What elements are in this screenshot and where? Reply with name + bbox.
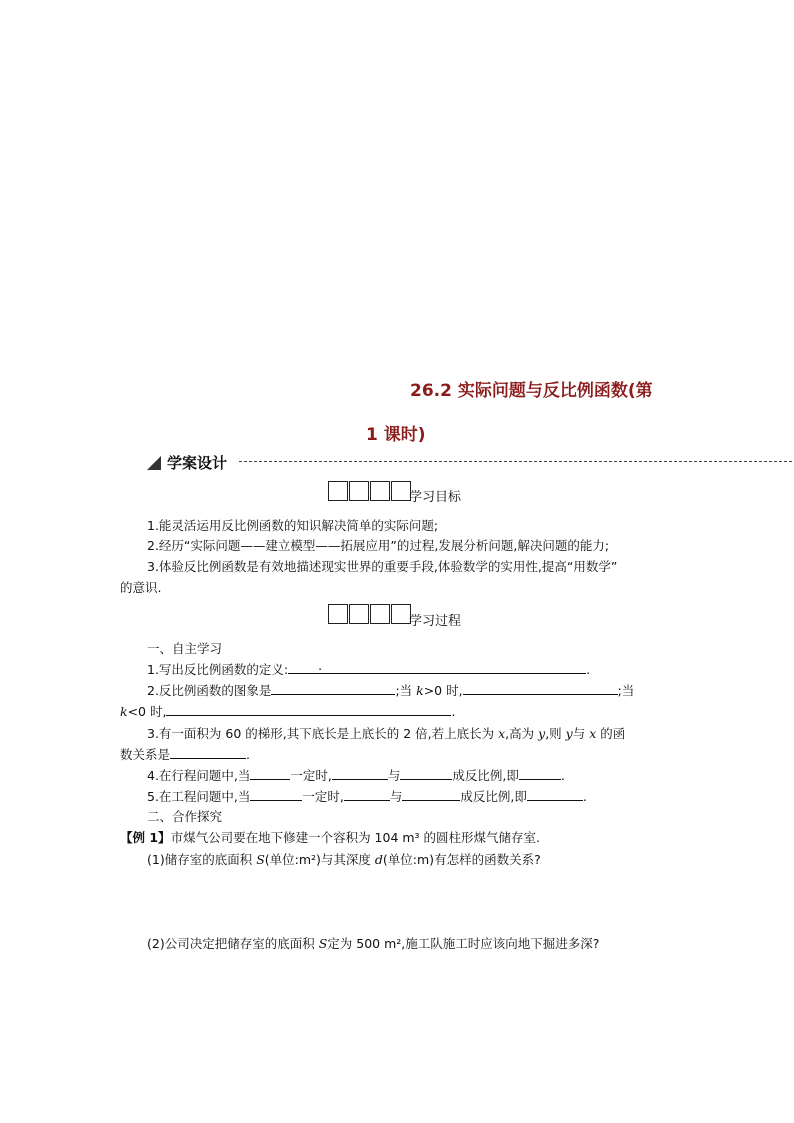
q2-blank-3[interactable] — [166, 702, 451, 716]
heading-box — [349, 481, 369, 501]
q1-text: 1.写出反比例函数的定义: — [147, 662, 289, 677]
q4-b: 一定时, — [290, 768, 332, 783]
triangle-icon — [147, 456, 161, 470]
question-2-cont — [120, 702, 455, 720]
q4-blank-2[interactable] — [332, 766, 388, 780]
p1-b: (单位:m²)与其深度 — [264, 852, 375, 867]
process-heading: 学习过程 — [409, 614, 462, 629]
q3-b: ,高为 — [505, 726, 539, 741]
question-2 — [147, 681, 634, 699]
heading-box — [349, 604, 369, 624]
goals-heading: 学习目标 — [409, 490, 462, 505]
question-1 — [147, 660, 590, 678]
heading-box — [370, 481, 390, 501]
q4-c: 与 — [387, 768, 401, 783]
q3-c: ,则 — [545, 726, 566, 741]
q2-c: >0 时, — [423, 683, 463, 698]
q2-b: ;当 — [395, 683, 417, 698]
q3-blank[interactable] — [170, 745, 246, 759]
q5-blank-4[interactable] — [527, 787, 583, 801]
goal-item-3-cont: 的意识. — [120, 580, 162, 595]
question-5 — [147, 787, 587, 805]
q2-blank-2[interactable] — [463, 681, 618, 695]
q3-x2: x — [589, 726, 597, 741]
question-3-cont — [120, 745, 250, 763]
q2-f: <0 时, — [127, 704, 167, 719]
self-study-heading: 一、自主学习 — [147, 641, 223, 656]
q3-x: x — [498, 726, 506, 741]
q5-blank-2[interactable] — [344, 787, 390, 801]
q1-end: . — [586, 662, 591, 677]
example-part-1 — [147, 850, 541, 868]
goal-item-1: 1.能灵活运用反比例函数的知识解决简单的实际问题; — [147, 518, 439, 533]
page-title-line2: 1 课时) — [366, 425, 426, 445]
dotted-divider — [239, 461, 792, 462]
p2-S: S — [318, 936, 328, 951]
q3-y: y — [538, 726, 546, 741]
q3-y2: y — [565, 726, 573, 741]
process-boxes — [328, 604, 412, 624]
heading-box — [370, 604, 390, 624]
heading-box — [391, 604, 411, 624]
p2-b: 定为 500 m²,施工队施工时应该向地下掘进多深? — [327, 936, 600, 951]
q3-e: 的函 — [596, 726, 626, 741]
example-part-2 — [147, 934, 599, 952]
section-label: 学案设计 — [167, 454, 228, 472]
goal-item-2: 2.经历“实际问题——建立模型——拓展应用”的过程,发展分析问题,解决问题的能力; — [147, 538, 610, 553]
q5-d: 成反比例,即 — [460, 789, 527, 804]
goal-item-3: 3.体验反比例函数是有效地描述现实世界的重要手段,体验数学的实用性,提高“用数学” — [147, 559, 618, 574]
q5-c: 与 — [389, 789, 403, 804]
q2-d: ;当 — [617, 683, 635, 698]
example-text: 市煤气公司要在地下修建一个容积为 104 m³ 的圆柱形煤气储存室. — [170, 830, 541, 845]
q4-blank-1[interactable] — [250, 766, 290, 780]
q2-blank-1[interactable] — [271, 681, 395, 695]
q5-a: 5.在工程问题中,当 — [147, 789, 251, 804]
p1-a: (1)储存室的底面积 — [147, 852, 257, 867]
cooperation-heading: 二、合作探究 — [147, 809, 223, 824]
heading-box — [391, 481, 411, 501]
page-title-line1: 26.2 实际问题与反比例函数(第 — [410, 381, 653, 401]
example-tag: 【例 1】 — [120, 830, 171, 845]
example-1 — [120, 828, 540, 846]
p1-d: d — [374, 852, 383, 867]
q5-blank-3[interactable] — [402, 787, 460, 801]
q5-blank-1[interactable] — [250, 787, 302, 801]
q4-end: . — [560, 768, 565, 783]
q2-k2: k — [120, 704, 128, 719]
p1-c: (单位:m)有怎样的函数关系? — [382, 852, 541, 867]
q4-blank-4[interactable] — [519, 766, 561, 780]
q3-a: 3.有一面积为 60 的梯形,其下底长是上底长的 2 倍,若上底长为 — [147, 726, 499, 741]
heading-box — [328, 481, 348, 501]
q5-b: 一定时, — [302, 789, 344, 804]
q4-a: 4.在行程问题中,当 — [147, 768, 251, 783]
goals-boxes — [328, 481, 412, 501]
question-3 — [147, 724, 625, 742]
q3-end: . — [246, 747, 250, 762]
q3-f: 数关系是 — [120, 747, 171, 762]
q1-answer-blank[interactable] — [288, 660, 586, 674]
heading-box — [328, 604, 348, 624]
q4-blank-3[interactable] — [400, 766, 452, 780]
section-header — [147, 452, 792, 472]
q5-end: . — [582, 789, 587, 804]
q1-dot: . — [318, 658, 323, 673]
q2-a: 2.反比例函数的图象是 — [147, 683, 272, 698]
q2-end: . — [451, 704, 456, 719]
q2-k: k — [416, 683, 424, 698]
p2-a: (2)公司决定把储存室的底面积 — [147, 936, 319, 951]
q3-d: 与 — [572, 726, 590, 741]
q4-d: 成反比例,即 — [452, 768, 519, 783]
p1-S: S — [256, 852, 265, 867]
question-4 — [147, 766, 565, 784]
